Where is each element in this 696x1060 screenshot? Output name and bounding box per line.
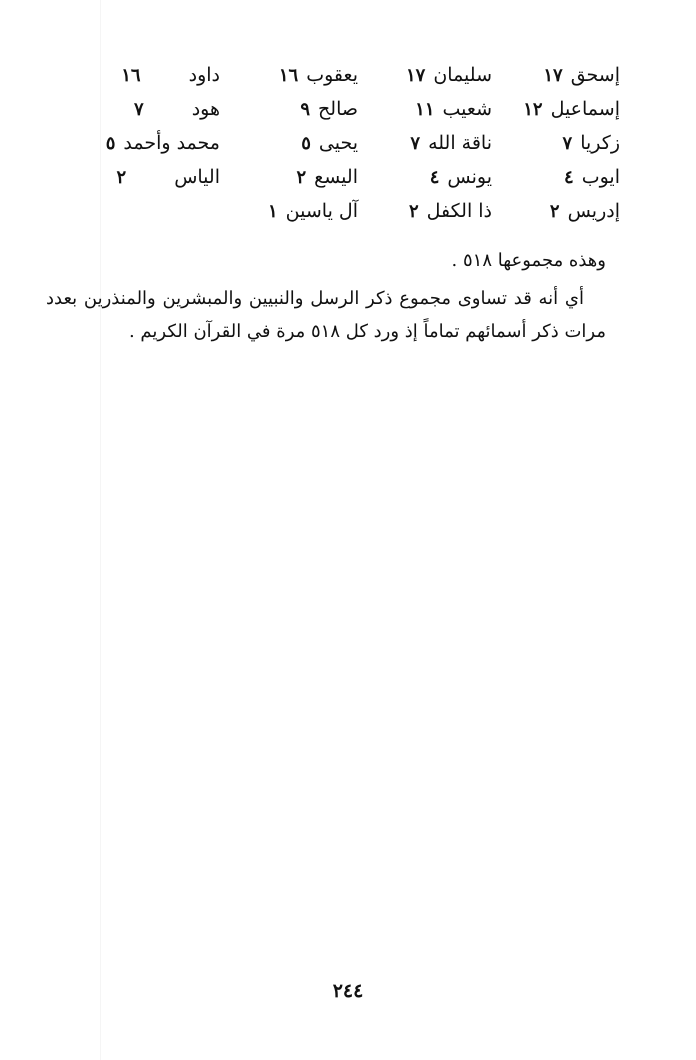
mention-count: ١ — [268, 201, 278, 222]
table-cell — [268, 194, 358, 228]
prophet-name: داود — [188, 64, 220, 86]
table-cell — [121, 58, 220, 92]
prophet-name: ايوب — [581, 166, 620, 188]
mention-count: ٢ — [116, 167, 127, 188]
body-paragraph — [46, 282, 606, 348]
mention-count: ١٧ — [543, 65, 563, 86]
mention-count: ٢ — [296, 167, 307, 188]
page-number: ٢٤٤ — [332, 980, 364, 1002]
prophet-name: إدريس — [567, 200, 620, 222]
table-cell — [301, 126, 358, 160]
table-cell — [550, 194, 620, 228]
table-row — [60, 92, 620, 126]
table-cell — [296, 160, 358, 194]
mention-count: ٤ — [564, 167, 574, 188]
table-cell — [415, 92, 492, 126]
mention-count: ٤ — [429, 167, 440, 188]
prophet-name: صالح — [318, 98, 358, 120]
table-cell — [410, 126, 492, 160]
mention-count: ٧ — [134, 99, 144, 120]
paragraph-text: أي أنه قد تساوى مجموع ذكر الرسل والنبيين والمبشرين والمنذرين بعدد مرات ذكر أسمائهم تماماً إذ ورد كل ٥١٨ مرة في القرآن الكريم . — [46, 288, 606, 342]
table-row — [60, 194, 620, 228]
prophet-name: ناقة الله — [428, 132, 492, 154]
mention-count: ٧ — [410, 133, 421, 154]
prophet-name: هود — [191, 98, 220, 120]
prophet-names-table — [60, 58, 620, 228]
table-cell — [134, 92, 220, 126]
prophet-name: سليمان — [433, 64, 492, 86]
table-cell — [543, 58, 620, 92]
prophet-name: زكريا — [580, 132, 620, 154]
table-cell — [406, 58, 492, 92]
mention-count: ٩ — [300, 99, 311, 120]
prophet-name: يونس — [447, 166, 492, 188]
prophet-name: محمد وأحمد — [123, 132, 220, 154]
mention-count: ١١ — [415, 99, 435, 120]
prophet-name: اليسع — [314, 166, 358, 188]
prophet-name: الياس — [174, 166, 220, 188]
prophet-name: إسماعيل — [550, 98, 620, 120]
table-cell — [106, 126, 220, 160]
prophet-name: ذا الكفل — [426, 200, 492, 222]
mention-count: ٧ — [562, 133, 573, 154]
mention-count: ٥ — [105, 133, 116, 154]
table-row — [60, 126, 620, 160]
mention-count: ٥ — [301, 133, 311, 154]
mention-count: ١٦ — [121, 65, 141, 86]
table-row — [60, 160, 620, 194]
table-cell — [564, 160, 620, 194]
table-cell — [430, 160, 492, 194]
table-cell — [279, 58, 358, 92]
total-line: وهذه مجموعها ٥١٨ . — [451, 250, 606, 271]
mention-count: ١٢ — [523, 99, 543, 120]
prophet-name: يعقوب — [306, 64, 358, 86]
table-cell — [523, 92, 620, 126]
mention-count: ١٧ — [405, 65, 426, 86]
table-cell — [117, 160, 220, 194]
table-cell — [563, 126, 620, 160]
mention-count: ٢ — [549, 201, 560, 222]
table-cell — [409, 194, 492, 228]
mention-count: ١٦ — [278, 65, 299, 86]
mention-count: ٢ — [408, 201, 419, 222]
prophet-name: إسحق — [570, 64, 620, 86]
prophet-name: شعيب — [442, 98, 492, 120]
prophet-name: يحيى — [318, 132, 358, 154]
table-row — [60, 58, 620, 92]
prophet-name: آل ياسين — [285, 200, 358, 222]
table-cell — [300, 92, 358, 126]
